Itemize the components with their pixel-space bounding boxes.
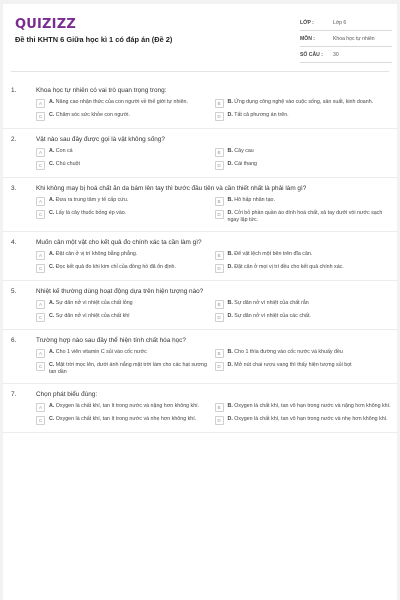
question-header — [3, 129, 397, 146]
answer-option[interactable] — [215, 195, 394, 208]
answer-option[interactable] — [36, 262, 215, 275]
option-row — [3, 360, 397, 378]
option-prefix: B. — [227, 403, 233, 409]
option-label: Đưa ra trung tâm y tế cấp cứu. — [55, 197, 129, 203]
option-text — [49, 416, 196, 423]
option-letter-box: D — [215, 264, 224, 273]
option-row — [3, 414, 397, 427]
option-label: Cho 1 thìa đường vào cốc nước và khuấy đều — [234, 349, 343, 355]
option-label: Cho 1 viên vitamin C sủi vào cốc nước — [55, 349, 147, 355]
option-prefix: A. — [49, 148, 55, 154]
question-block — [3, 80, 397, 129]
question-number: 2. — [11, 136, 17, 143]
option-text — [49, 264, 176, 271]
worksheet-meta — [300, 15, 392, 63]
option-prefix: B. — [227, 300, 233, 306]
question-number: 4. — [11, 239, 17, 246]
answer-option[interactable] — [215, 401, 394, 414]
question-number: 6. — [11, 337, 17, 344]
option-prefix: D. — [227, 112, 233, 118]
answer-option[interactable] — [36, 208, 215, 226]
answer-option[interactable] — [36, 249, 215, 262]
answer-option[interactable] — [36, 195, 215, 208]
option-label: Chú chuột — [55, 161, 80, 167]
answer-option[interactable] — [215, 360, 394, 378]
question-text: Muốn cân một vật cho kết quả đo chính xác ta cần làm gì? — [36, 239, 202, 246]
answer-option[interactable] — [36, 360, 215, 378]
option-letter-box: C — [36, 264, 45, 273]
option-label: Sự dãn nở vì nhiệt của chất rắn — [234, 300, 309, 306]
option-row — [3, 262, 397, 275]
option-label: Đọc kết quả đo khi kim chỉ của đồng hồ đã ổn định. — [55, 264, 176, 270]
answer-option[interactable] — [36, 401, 215, 414]
option-label: Oxygen là chất khí, tan ít trong nước và nhẹ hơn không khí. — [55, 416, 197, 422]
option-letter-box: B — [215, 403, 224, 412]
option-prefix: A. — [49, 197, 55, 203]
option-text — [228, 251, 313, 258]
option-letter-box: A — [36, 349, 45, 358]
worksheet-page — [3, 4, 397, 600]
option-label: Đặt cân ở mọi vị trí đều cho kết quả chính xác. — [234, 264, 344, 270]
option-letter-box: C — [36, 362, 45, 371]
option-letter-box: A — [36, 197, 45, 206]
answer-option[interactable] — [215, 97, 394, 110]
option-label: Cây cau — [234, 148, 254, 154]
meta-key: MÔN : — [300, 35, 315, 42]
option-prefix: A. — [49, 251, 55, 257]
question-header — [3, 281, 397, 298]
option-prefix: D. — [227, 362, 233, 368]
option-label: Oxygen là chất khí, tan vô hạn trong nước và nhẹ hơn không khí. — [234, 416, 388, 422]
option-row — [3, 298, 397, 311]
option-text — [49, 313, 130, 320]
option-letter-box: B — [215, 300, 224, 309]
option-text — [228, 161, 257, 168]
option-row — [3, 97, 397, 110]
option-letter-box: A — [36, 148, 45, 157]
option-label: Oxygen là chất khí, tan vô hạn trong nước và nặng hơn không khí. — [234, 403, 391, 409]
option-prefix: A. — [49, 349, 55, 355]
answer-option[interactable] — [36, 97, 215, 110]
option-letter-box: C — [36, 112, 45, 121]
divider — [11, 71, 389, 72]
question-number: 7. — [11, 391, 17, 398]
question-number: 5. — [11, 288, 17, 295]
meta-value: Lớp 6 — [333, 19, 347, 26]
question-block — [3, 281, 397, 330]
answer-option[interactable] — [215, 298, 394, 311]
option-label: Mặt trời mọc lên, dưới ánh nắng mặt trời làm cho các hạt sương tan dần — [49, 362, 207, 375]
question-block — [3, 232, 397, 281]
option-prefix: C. — [49, 112, 55, 118]
answer-option[interactable] — [36, 159, 215, 172]
option-row — [3, 401, 397, 414]
option-row — [3, 249, 397, 262]
option-text — [228, 300, 309, 307]
option-label: Mở nút chai rượu vang thì thấy hiện tượng sủi bọt — [234, 362, 352, 368]
option-text — [228, 362, 352, 369]
option-prefix: C. — [49, 161, 55, 167]
option-prefix: B. — [227, 251, 233, 257]
answer-option[interactable] — [215, 249, 394, 262]
option-letter-box: D — [215, 416, 224, 425]
option-label: Cái thang — [234, 161, 257, 167]
option-text — [49, 300, 133, 307]
answer-option[interactable] — [215, 146, 394, 159]
answer-option[interactable] — [36, 146, 215, 159]
question-header — [3, 80, 397, 97]
option-letter-box: D — [215, 161, 224, 170]
option-text — [49, 197, 128, 204]
option-row — [3, 195, 397, 208]
option-prefix: A. — [49, 403, 55, 409]
option-row — [3, 347, 397, 360]
option-letter-box: B — [215, 349, 224, 358]
option-prefix: A. — [49, 99, 55, 105]
option-prefix: C. — [49, 362, 55, 368]
option-letter-box: B — [215, 148, 224, 157]
option-label: Để vật lệch một bên trên đĩa cân. — [234, 251, 313, 257]
option-text — [49, 112, 130, 119]
option-label: Nâng cao nhận thức của con người về thế giới tự nhiên. — [55, 99, 188, 105]
answer-option[interactable] — [215, 208, 394, 226]
option-letter-box: B — [215, 251, 224, 260]
option-letter-box: A — [36, 99, 45, 108]
question-header — [3, 232, 397, 249]
question-text: Vật nào sau đây được gọi là vật không sống? — [36, 136, 165, 143]
meta-row-count — [300, 47, 392, 63]
question-text: Chọn phát biểu đúng: — [36, 391, 98, 398]
answer-option[interactable] — [36, 298, 215, 311]
option-letter-box: A — [36, 251, 45, 260]
option-text — [49, 210, 126, 217]
answer-option[interactable] — [215, 414, 394, 427]
option-text — [49, 99, 188, 106]
option-label: Hô hấp nhân tạo. — [234, 197, 275, 203]
option-text — [228, 197, 275, 204]
answer-option[interactable] — [215, 262, 394, 275]
option-text — [49, 362, 215, 376]
answer-option[interactable] — [215, 110, 394, 123]
answer-option[interactable] — [36, 110, 215, 123]
option-prefix: C. — [49, 313, 55, 319]
option-text — [228, 112, 289, 119]
question-text: Trường hợp nào sau đây thể hiện tính chất hóa học? — [36, 337, 186, 344]
option-label: Đặt cân ở vị trí không bằng phẳng. — [55, 251, 138, 257]
meta-value: 30 — [333, 51, 339, 58]
question-number: 1. — [11, 87, 17, 94]
meta-row-class — [300, 15, 392, 31]
option-letter-box: B — [215, 197, 224, 206]
option-label: Cởi bỏ phần quần áo dính hoá chất, xả tay dưới vòi nước sạch ngay lập tức. — [227, 210, 383, 223]
option-label: Sự dãn nở vì nhiệt của chất khí — [55, 313, 130, 319]
option-prefix: C. — [49, 210, 55, 216]
option-prefix: D. — [227, 161, 233, 167]
meta-key: SỐ CÂU : — [300, 51, 323, 58]
option-prefix: D. — [227, 313, 233, 319]
option-text — [228, 313, 311, 320]
option-text — [49, 349, 147, 356]
option-letter-box: D — [215, 210, 224, 219]
option-prefix: B. — [227, 197, 233, 203]
option-prefix: D. — [227, 264, 233, 270]
option-letter-box: C — [36, 210, 45, 219]
question-header — [3, 330, 397, 347]
option-letter-box: D — [215, 112, 224, 121]
option-text — [228, 99, 374, 106]
meta-value: Khoa học tự nhiên — [333, 35, 375, 42]
question-list — [3, 80, 397, 433]
option-text — [49, 403, 199, 410]
option-label: Con cá — [55, 148, 73, 154]
question-block — [3, 384, 397, 433]
option-letter-box: A — [36, 300, 45, 309]
question-header — [3, 178, 397, 195]
option-letter-box: C — [36, 313, 45, 322]
question-header — [3, 384, 397, 401]
option-text — [228, 403, 391, 410]
answer-option[interactable] — [36, 311, 215, 324]
option-label: Tất cả phương án trên. — [234, 112, 289, 118]
option-text — [228, 264, 344, 271]
option-label: Chăm sóc sức khỏe con người. — [55, 112, 130, 118]
question-text: Khoa học tự nhiên có vai trò quan trọng trong: — [36, 87, 167, 94]
option-text — [49, 148, 73, 155]
option-label: Sự dãn nở vì nhiệt của chất lỏng — [55, 300, 133, 306]
option-prefix: D. — [227, 416, 233, 422]
option-label: Sự dãn nở vì nhiệt của các chất. — [234, 313, 311, 319]
option-letter-box: C — [36, 161, 45, 170]
option-letter-box: B — [215, 99, 224, 108]
option-letter-box: D — [215, 313, 224, 322]
option-prefix: B. — [227, 349, 233, 355]
answer-option[interactable] — [215, 347, 394, 360]
option-prefix: C. — [49, 264, 55, 270]
option-row — [3, 159, 397, 172]
page-title: Đề thi KHTN 6 Giữa học kì 1 có đáp án (Đề 2) — [15, 35, 173, 44]
question-number: 3. — [11, 185, 17, 192]
option-prefix: B. — [227, 99, 233, 105]
question-block — [3, 330, 397, 384]
answer-option[interactable] — [36, 347, 215, 360]
option-text — [228, 210, 394, 224]
option-label: Oxygen là chất khí, tan ít trong nước và nặng hơn không khí. — [55, 403, 200, 409]
option-label: Ứng dụng công nghệ vào cuộc sống, sản xuất, kinh doanh. — [234, 99, 374, 105]
meta-row-subject — [300, 31, 392, 47]
option-letter-box: A — [36, 403, 45, 412]
option-label: Lấy lá cây thuốc bỏng ép vào. — [55, 210, 127, 216]
option-letter-box: C — [36, 416, 45, 425]
option-row — [3, 110, 397, 123]
option-row — [3, 311, 397, 324]
option-row — [3, 146, 397, 159]
option-prefix: A. — [49, 300, 55, 306]
answer-option[interactable] — [215, 311, 394, 324]
question-text: Khi không may bị hoá chất ăn da bám lên tay thì bước đầu tiên và cần thiết nhất là phải làm gì? — [36, 185, 307, 192]
question-block — [3, 178, 397, 232]
option-letter-box: D — [215, 362, 224, 371]
answer-option[interactable] — [36, 414, 215, 427]
option-prefix: D. — [227, 210, 233, 216]
option-text — [228, 416, 388, 423]
option-text — [228, 349, 343, 356]
option-text — [49, 251, 137, 258]
answer-option[interactable] — [215, 159, 394, 172]
option-prefix: B. — [227, 148, 233, 154]
quizizz-logo[interactable]: QUIZIZZ — [15, 17, 76, 32]
option-prefix: C. — [49, 416, 55, 422]
option-text — [49, 161, 80, 168]
question-text: Nhiệt kế thường dùng hoạt động dựa trên hiện tượng nào? — [36, 288, 204, 295]
option-row — [3, 208, 397, 226]
meta-key: LỚP : — [300, 19, 314, 26]
option-text — [228, 148, 254, 155]
question-block — [3, 129, 397, 178]
